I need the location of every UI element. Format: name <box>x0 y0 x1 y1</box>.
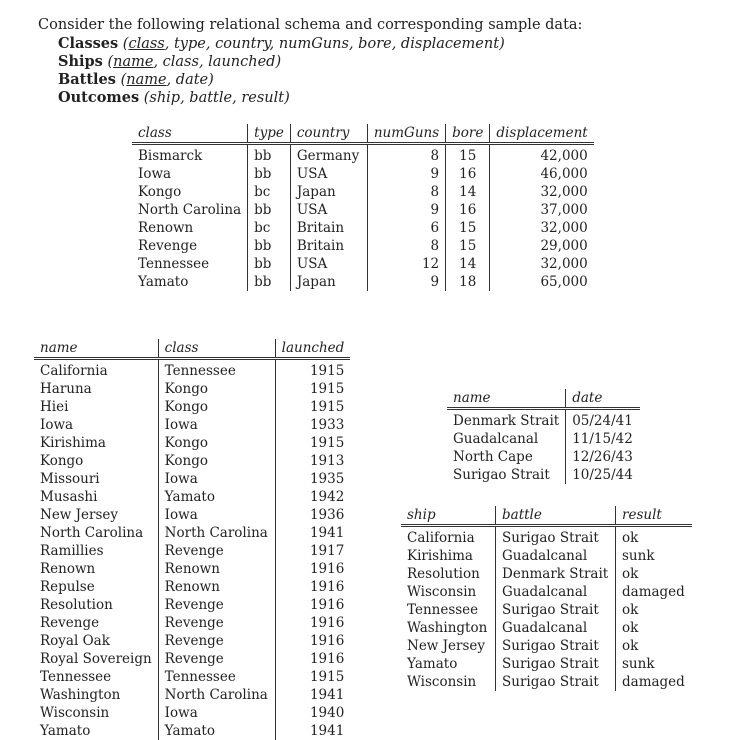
table-cell: Guadalcanal <box>453 431 539 447</box>
table-cell: New Jersey <box>407 638 486 654</box>
table-cell: 12/26/43 <box>566 448 641 466</box>
table-row <box>34 380 350 398</box>
table-row <box>34 668 350 686</box>
table-row <box>401 583 692 601</box>
table-cell: 1936 <box>275 506 350 524</box>
table-cell: 1915 <box>275 380 350 398</box>
relation-attributes: (name, date) <box>120 72 214 88</box>
table-row <box>34 686 350 704</box>
table-cell: Iowa <box>138 166 172 182</box>
table-cell: Renown <box>138 220 194 236</box>
table-cell: 1941 <box>275 686 350 704</box>
column-header-type: type <box>248 124 291 144</box>
table-cell: Bismarck <box>138 148 203 164</box>
table-cell: Surigao Strait <box>453 467 550 483</box>
table-cell: Kongo <box>158 398 275 416</box>
table-cell: Iowa <box>158 470 275 488</box>
schema-ships <box>58 53 505 71</box>
table-cell: 9 <box>367 165 445 183</box>
table-cell: 11/15/42 <box>566 430 641 448</box>
column-header-class: class <box>158 339 275 359</box>
table-cell: Tennessee <box>138 256 210 272</box>
table-row <box>34 578 350 596</box>
table-cell: 29,000 <box>490 237 594 255</box>
table-cell: bb <box>248 144 291 166</box>
table-cell: Surigao Strait <box>496 655 616 673</box>
table-cell: Yamato <box>40 723 91 739</box>
table-row <box>132 273 594 291</box>
table-row <box>34 650 350 668</box>
table-cell: bb <box>248 273 291 291</box>
table-row <box>132 255 594 273</box>
table-cell: 8 <box>367 183 445 201</box>
relation-attributes: (name, class, launched) <box>107 54 282 70</box>
table-cell: Tennessee <box>158 668 275 686</box>
table-cell: Revenge <box>40 615 100 631</box>
schema-list <box>58 35 505 107</box>
column-header-ship: ship <box>401 506 496 526</box>
table-cell: 1915 <box>275 434 350 452</box>
table-cell: Guadalcanal <box>496 583 616 601</box>
table-row <box>132 237 594 255</box>
table-cell: 1917 <box>275 542 350 560</box>
table-cell: 14 <box>446 183 490 201</box>
table-cell: 16 <box>446 201 490 219</box>
table-cell: Revenge <box>158 650 275 668</box>
table-header-row <box>401 506 692 526</box>
table-cell: Iowa <box>158 704 275 722</box>
table-cell: Renown <box>158 560 275 578</box>
table-header-row <box>132 124 594 144</box>
table-cell: Musashi <box>40 489 98 505</box>
table-row <box>34 542 350 560</box>
table-row <box>34 359 350 381</box>
column-header-name: name <box>34 339 158 359</box>
table-cell: Japan <box>290 183 367 201</box>
table-cell: bb <box>248 255 291 273</box>
table-cell: Kongo <box>158 452 275 470</box>
ships-table <box>34 339 350 740</box>
table-cell: 15 <box>446 219 490 237</box>
table-row <box>401 547 692 565</box>
relation-name: Classes <box>58 35 119 52</box>
table-cell: Britain <box>290 219 367 237</box>
table-cell: Kongo <box>158 380 275 398</box>
table-cell: bb <box>248 237 291 255</box>
table-cell: 8 <box>367 237 445 255</box>
table-row <box>34 524 350 542</box>
table-cell: Tennessee <box>40 669 112 685</box>
table-cell: 1941 <box>275 722 350 740</box>
table-cell: 05/24/41 <box>566 409 641 431</box>
column-header-result: result <box>616 506 693 526</box>
table-cell: ok <box>616 637 693 655</box>
table-cell: Renown <box>158 578 275 596</box>
key-attribute: name <box>126 72 167 88</box>
table-cell: North Carolina <box>138 202 242 218</box>
table-row <box>34 722 350 740</box>
table-cell: 1916 <box>275 632 350 650</box>
table-cell: Japan <box>290 273 367 291</box>
table-cell: 6 <box>367 219 445 237</box>
table-cell: Guadalcanal <box>496 619 616 637</box>
table-cell: Ramillies <box>40 543 104 559</box>
table-cell: 32,000 <box>490 183 594 201</box>
table-row <box>401 673 692 691</box>
table-row <box>447 430 640 448</box>
table-cell: damaged <box>616 673 693 691</box>
table-cell: USA <box>290 255 367 273</box>
table-row <box>34 632 350 650</box>
table-cell: Yamato <box>158 488 275 506</box>
table-cell: bc <box>248 219 291 237</box>
table-cell: 9 <box>367 201 445 219</box>
table-cell: 37,000 <box>490 201 594 219</box>
table-row <box>401 637 692 655</box>
table-cell: Washington <box>40 687 121 703</box>
table-cell: 65,000 <box>490 273 594 291</box>
table-cell: Kongo <box>40 453 84 469</box>
table-cell: California <box>40 363 108 379</box>
table-row <box>401 565 692 583</box>
table-cell: sunk <box>616 547 693 565</box>
table-cell: New Jersey <box>40 507 119 523</box>
table-cell: damaged <box>616 583 693 601</box>
table-cell: 16 <box>446 165 490 183</box>
table-cell: 42,000 <box>490 144 594 166</box>
table-cell: 32,000 <box>490 219 594 237</box>
table-cell: 1916 <box>275 560 350 578</box>
table-cell: Revenge <box>158 614 275 632</box>
table-cell: Surigao Strait <box>496 637 616 655</box>
table-row <box>132 183 594 201</box>
table-row <box>34 596 350 614</box>
table-cell: 9 <box>367 273 445 291</box>
table-cell: 12 <box>367 255 445 273</box>
table-row <box>401 601 692 619</box>
table-cell: Yamato <box>158 722 275 740</box>
table-cell: sunk <box>616 655 693 673</box>
table-cell: California <box>407 530 475 546</box>
table-cell: 1941 <box>275 524 350 542</box>
table-row <box>401 619 692 637</box>
table-cell: 8 <box>367 144 445 166</box>
column-header-displacement: displacement <box>490 124 594 144</box>
table-cell: Guadalcanal <box>496 547 616 565</box>
table-cell: 1915 <box>275 359 350 381</box>
table-cell: 1915 <box>275 398 350 416</box>
table-cell: bc <box>248 183 291 201</box>
table-cell: 10/25/44 <box>566 466 641 484</box>
table-cell: Denmark Strait <box>453 413 560 429</box>
table-cell: Repulse <box>40 579 95 595</box>
table-cell: Renown <box>40 561 96 577</box>
table-cell: Haruna <box>40 381 92 397</box>
table-cell: Denmark Strait <box>496 565 616 583</box>
table-row <box>401 655 692 673</box>
table-row <box>34 704 350 722</box>
table-cell: Royal Sovereign <box>40 651 152 667</box>
table-cell: 46,000 <box>490 165 594 183</box>
table-cell: Kongo <box>138 184 182 200</box>
table-row <box>34 470 350 488</box>
table-row <box>34 452 350 470</box>
table-cell: 1940 <box>275 704 350 722</box>
intro-text: Consider the following relational schema and corresponding sample data: <box>38 17 583 33</box>
table-cell: 1915 <box>275 668 350 686</box>
column-header-country: country <box>290 124 367 144</box>
table-cell: Iowa <box>40 417 74 433</box>
table-header-row <box>447 389 640 409</box>
relation-attributes: (ship, battle, result) <box>143 90 290 106</box>
table-cell: 1916 <box>275 578 350 596</box>
relation-name: Ships <box>58 53 103 70</box>
table-cell: Revenge <box>138 238 198 254</box>
table-cell: 1916 <box>275 614 350 632</box>
table-cell: Kirishima <box>407 548 473 564</box>
schema-battles <box>58 71 505 89</box>
table-cell: Hiei <box>40 399 69 415</box>
key-attribute: class <box>128 36 165 52</box>
relation-name: Battles <box>58 71 116 88</box>
table-cell: North Cape <box>453 449 533 465</box>
table-cell: Surigao Strait <box>496 601 616 619</box>
table-row <box>132 144 594 166</box>
table-cell: Missouri <box>40 471 100 487</box>
battles-table <box>447 389 640 484</box>
table-row <box>34 398 350 416</box>
table-row <box>447 448 640 466</box>
table-cell: North Carolina <box>158 524 275 542</box>
table-row <box>401 526 692 548</box>
table-cell: 1916 <box>275 650 350 668</box>
table-cell: ok <box>616 601 693 619</box>
table-row <box>132 219 594 237</box>
table-cell: 1942 <box>275 488 350 506</box>
table-cell: 1913 <box>275 452 350 470</box>
ships-body <box>34 359 350 740</box>
column-header-launched: launched <box>275 339 350 359</box>
relation-attributes: (class, type, country, numGuns, bore, displacement) <box>122 36 505 52</box>
table-cell: Resolution <box>407 566 480 582</box>
table-row <box>34 560 350 578</box>
table-cell: USA <box>290 165 367 183</box>
table-cell: Tennessee <box>158 359 275 381</box>
classes-body <box>132 144 594 292</box>
table-cell: North Carolina <box>40 525 144 541</box>
table-row <box>34 434 350 452</box>
column-header-bore: bore <box>446 124 490 144</box>
column-header-date: date <box>566 389 641 409</box>
table-row <box>132 165 594 183</box>
table-cell: Surigao Strait <box>496 673 616 691</box>
table-cell: 32,000 <box>490 255 594 273</box>
key-attribute: name <box>113 54 154 70</box>
table-cell: USA <box>290 201 367 219</box>
battles-body <box>447 409 640 485</box>
table-cell: Yamato <box>138 274 189 290</box>
table-cell: Royal Oak <box>40 633 110 649</box>
relation-name: Outcomes <box>58 89 140 106</box>
table-cell: Yamato <box>407 656 458 672</box>
table-cell: 15 <box>446 237 490 255</box>
table-cell: ok <box>616 565 693 583</box>
table-cell: bb <box>248 201 291 219</box>
table-row <box>34 488 350 506</box>
column-header-name: name <box>447 389 566 409</box>
outcomes-table <box>401 506 692 691</box>
table-cell: Tennessee <box>407 602 479 618</box>
table-cell: Wisconsin <box>407 584 477 600</box>
table-cell: 18 <box>446 273 490 291</box>
table-cell: Washington <box>407 620 488 636</box>
schema-outcomes <box>58 89 505 107</box>
classes-table <box>132 124 594 291</box>
column-header-battle: battle <box>496 506 616 526</box>
table-cell: 1916 <box>275 596 350 614</box>
table-cell: ok <box>616 619 693 637</box>
table-row <box>132 201 594 219</box>
table-cell: Kirishima <box>40 435 106 451</box>
table-cell: 15 <box>446 144 490 166</box>
table-cell: Resolution <box>40 597 113 613</box>
table-cell: Britain <box>290 237 367 255</box>
table-cell: Iowa <box>158 416 275 434</box>
table-cell: Wisconsin <box>407 674 477 690</box>
table-cell: bb <box>248 165 291 183</box>
table-cell: Revenge <box>158 596 275 614</box>
table-cell: Revenge <box>158 632 275 650</box>
table-cell: Iowa <box>158 506 275 524</box>
table-cell: 1933 <box>275 416 350 434</box>
schema-classes <box>58 35 505 53</box>
table-cell: 1935 <box>275 470 350 488</box>
column-header-numguns: numGuns <box>367 124 445 144</box>
table-row <box>447 409 640 431</box>
table-cell: Surigao Strait <box>496 526 616 548</box>
table-cell: Wisconsin <box>40 705 110 721</box>
table-cell: Revenge <box>158 542 275 560</box>
table-cell: Kongo <box>158 434 275 452</box>
table-row <box>34 614 350 632</box>
table-cell: 14 <box>446 255 490 273</box>
table-cell: ok <box>616 526 693 548</box>
table-row <box>34 506 350 524</box>
outcomes-body <box>401 526 692 692</box>
table-row <box>447 466 640 484</box>
table-header-row <box>34 339 350 359</box>
table-cell: North Carolina <box>158 686 275 704</box>
table-row <box>34 416 350 434</box>
column-header-class: class <box>132 124 248 144</box>
table-cell: Germany <box>290 144 367 166</box>
